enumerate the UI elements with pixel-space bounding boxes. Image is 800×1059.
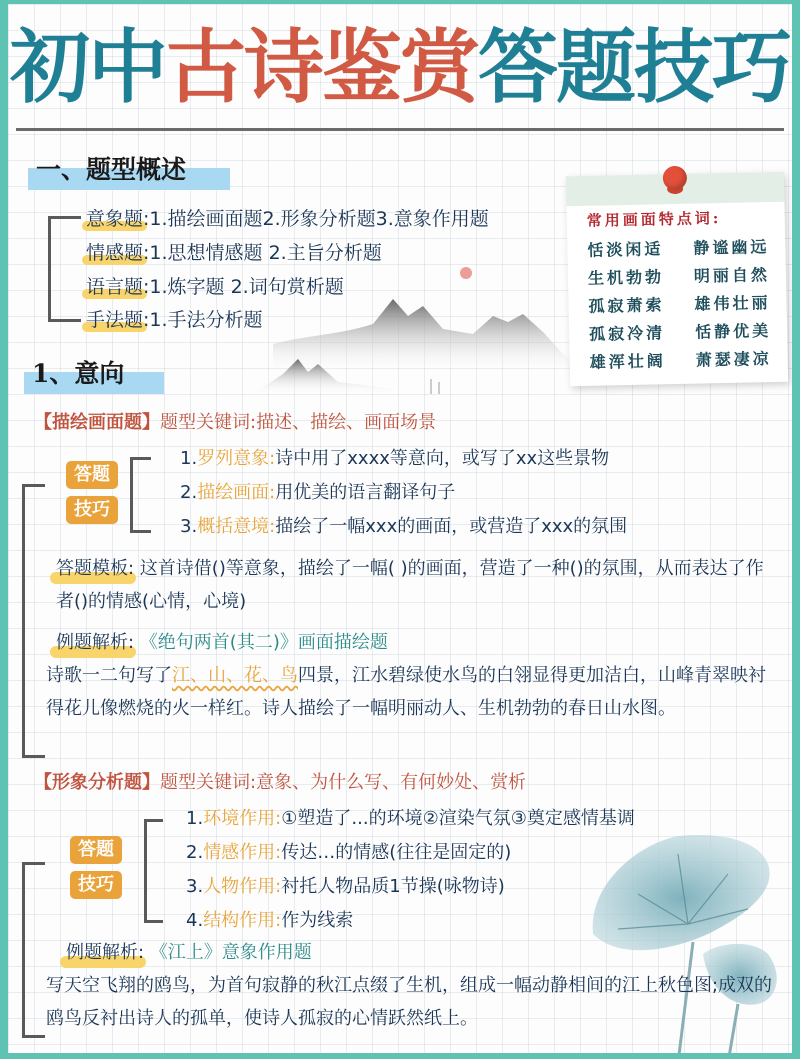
title-part-2: 古诗鉴赏 — [166, 21, 478, 114]
outer-bracket — [22, 484, 45, 758]
technique-item: 1.罗列意象:诗中用了xxxx等意向，或写了xx这些景物 — [180, 448, 610, 469]
technique-item: 3.概括意境:描绘了一幅xxx的画面，或营造了xxx的氛围 — [180, 516, 628, 537]
badge-skill: 技巧 — [66, 496, 118, 524]
section-heading-overview: 一、题型概述 — [36, 150, 186, 186]
technique-bracket — [130, 457, 151, 533]
question-type-title: 【形象分析题】题型关键词:意象、为什么写、有何妙处、赏析 — [34, 772, 527, 793]
technique-item: 1.环境作用:①塑造了...的环境②渲染气氛③奠定感情基调 — [186, 808, 635, 829]
note-row: 生机勃勃 明丽自然 — [587, 265, 771, 288]
overview-item: 情感题:1.思想情感题 2.主旨分析题 — [86, 242, 382, 264]
overview-item: 手法题:1.手法分析题 — [86, 309, 263, 331]
overview-item: 意象题:1.描绘画面题2.形象分析题3.意象作用题 — [86, 208, 489, 230]
poster-content — [8, 4, 792, 1053]
badge-skill: 技巧 — [70, 871, 122, 899]
technique-item: 3.人物作用:衬托人物品质1节操(咏物诗) — [186, 876, 505, 897]
poster-page — [8, 4, 792, 1053]
pushpin-icon — [663, 166, 688, 196]
note-row: 恬淡闲适 静谧幽远 — [587, 237, 770, 260]
question-type-title: 【描绘画面题】题型关键词:描述、描绘、画面场景 — [34, 412, 437, 433]
overview-bracket — [48, 216, 81, 322]
title-part-3: 答题技巧 — [478, 21, 790, 114]
page-title — [8, 18, 792, 118]
section-heading-imagery: 1、意向 — [32, 354, 124, 390]
note-row: 孤寂冷清 恬静优美 — [588, 321, 772, 344]
outer-bracket — [22, 862, 45, 1038]
title-divider — [16, 128, 784, 131]
note-title: 常用画面特点词: — [586, 209, 722, 230]
note-row: 孤寂萧索 雄伟壮丽 — [588, 293, 771, 316]
technique-bracket — [144, 819, 163, 923]
technique-item: 2.描绘画面:用优美的语言翻译句子 — [180, 482, 456, 503]
example-analysis-2: 例题解析: 《江上》意象作用题 写天空飞翔的鸥鸟，为首句寂静的秋江点缀了生机，组成一幅动静相间的江上秋色图;成双的鸥鸟反衬出诗人的孤单，使诗人孤寂的心情跃然纸上。 — [56, 936, 786, 1035]
technique-item: 2.情感作用:传达…的情感(往往是固定的) — [186, 842, 512, 863]
answer-template: 答题模板: 这首诗借()等意象，描绘了一幅( )的画面，营造了一种()的氛围，从而表达了作者()的情感(心情，心境) — [56, 552, 771, 618]
badge-answer: 答题 — [70, 836, 122, 864]
sticky-note — [566, 172, 788, 387]
technique-item: 4.结构作用:作为线索 — [186, 910, 354, 931]
note-row: 雄浑壮阔 萧瑟凄凉 — [589, 349, 772, 372]
example-analysis-1: 例题解析: 《绝句两首(其二)》画面描绘题 诗歌一二句写了江、山、花、鸟四景，江水碧绿使水鸟的白翎显得更加洁白，山峰青翠映衬得花儿像燃烧的火一样红。诗人描绘了一幅明丽动人、生机勃勃的春日山水图。 — [56, 626, 771, 725]
title-part-1: 初中 — [10, 21, 166, 114]
badge-answer: 答题 — [66, 461, 118, 489]
overview-item: 语言题:1.炼字题 2.词句赏析题 — [86, 276, 344, 298]
